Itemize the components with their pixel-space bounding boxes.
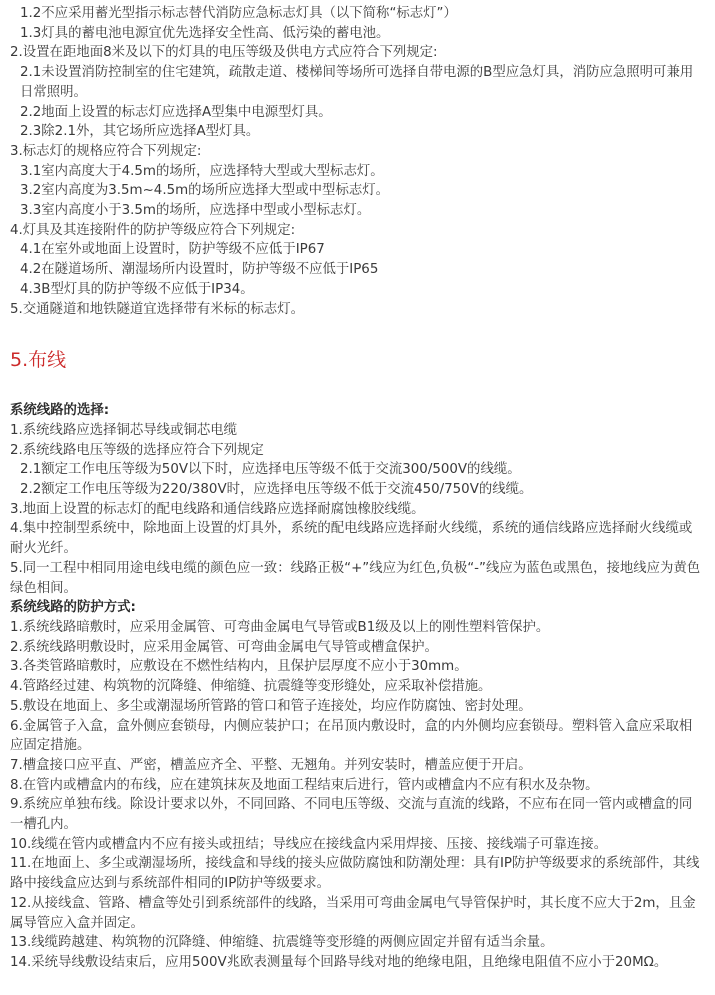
list-item: 7.槽盒接口应平直、严密，槽盖应齐全、平整、无翘角。并列安装时，槽盖应便于开启。 [10,757,532,773]
list-item: 4.1在室外或地面上设置时，防护等级不应低于IP67 [20,242,325,258]
list-item: 4.管路经过建、构筑物的沉降缝、伸缩缝、抗震缝等变形缝处，应采取补偿措施。 [10,679,492,695]
list-item: 1.系统线路暗敷时，应采用金属管、可弯曲金属电气导管或B1级及以上的刚性塑料管保护。 [10,619,550,635]
list-item: 3.标志灯的规格应符合下列规定: [10,143,202,159]
list-item: 4.2在隧道场所、潮湿场所内设置时，防护等级不应低于IP65 [20,262,379,278]
list-item: 2.设置在距地面8米及以下的灯具的电压等级及供电方式应符合下列规定: [10,45,438,61]
list-item: 4.3B型灯具的防护等级不应低于IP34。 [20,281,254,297]
list-item: 5.同一工程中相同用途电线电缆的颜色应一致：线路正极“+”线应为红色,负极“-”线应为蓝色或黑色，接地线应为黄色绿色相间。 [10,560,701,596]
list-item: 4.集中控制型系统中，除地面上设置的灯具外，系统的配电线路应选择耐火线缆，系统的通信线路应选择耐火线缆或耐火光纤。 [10,521,693,557]
protection-block [10,598,705,972]
top-list [10,4,705,319]
list-item: 3.1室内高度大于4.5m的场所，应选择特大型或大型标志灯。 [20,163,384,179]
list-item: 1.2不应采用蓄光型指示标志替代消防应急标志灯具（以下简称“标志灯”） [20,6,457,21]
list-item: 1.系统线路应选择铜芯导线或铜芯电缆 [10,422,238,438]
list-item: 2.1未设置消防控制室的住宅建筑，疏散走道、楼梯间等场所可选择自带电源的B型应急灯具，消防应急照明可兼用日常照明。 [20,65,694,100]
list-item: 11.在地面上、多尘或潮湿场所，接线盒和导线的接头应做防腐蚀和防潮处理：具有IP防护等级要求的系统部件，其线路中接线盒应达到与系统部件相同的IP防护等级要求。 [10,856,700,892]
list-item: 6.金属管子入盒，盒外侧应套锁母，内侧应装护口；在吊顶内敷设时，盒的内外侧均应套锁母。塑料管入盒应采取相应固定措施。 [10,718,693,754]
list-item: 3.各类管路暗敷时，应敷设在不燃性结构内，且保护层厚度不应小于30mm。 [10,659,468,675]
list-item: 4.灯具及其连接附件的防护等级应符合下列规定: [10,222,296,238]
list-item: 2.系统线路明敷设时，应采用金属管、可弯曲金属电气导管或槽盒保护。 [10,639,438,655]
list-item: 2.2地面上设置的标志灯应选择A型集中电源型灯具。 [20,104,332,120]
list-item: 3.地面上设置的标志灯的配电线路和通信线路应选择耐腐蚀橡胶线缆。 [10,501,425,517]
list-item: 3.3室内高度小于3.5m的场所，应选择中型或小型标志灯。 [20,203,371,219]
list-item: 2.1额定工作电压等级为50V以下时，应选择电压等级不低于交流300/500V的线缆。 [20,462,521,478]
selection-heading: 系统线路的选择: [10,403,110,419]
list-item: 14.采统导线敷设结束后，应用500V兆欧表测量每个回路导线对地的绝缘电阻，且绝缘电阻值不应小于20MΩ。 [10,954,668,970]
list-item: 12.从接线盒、管路、槽盒等处引到系统部件的线路，当采用可弯曲金属电气导管保护时，其长度不应大于2m，且金属导管应入盒并固定。 [10,895,696,931]
list-item: 2.3除2.1外，其它场所应选择A型灯具。 [20,124,260,140]
list-item: 8.在管内或槽盒内的布线，应在建筑抹灰及地面工程结束后进行，管内或槽盒内不应有积水及杂物。 [10,777,599,793]
list-item: 3.2室内高度为3.5m~4.5m的场所应选择大型或中型标志灯。 [20,183,390,199]
list-item: 10.线缆在管内或槽盒内不应有接头或扭结；导线应在接线盒内采用焊接、压接、接线端子可靠连接。 [10,836,608,852]
list-item: 5.交通隧道和地铁隧道宜选择带有米标的标志灯。 [10,301,304,317]
list-item: 1.3灯具的蓄电池电源宜优先选择安全性高、低污染的蓄电池。 [20,25,390,41]
list-item: 5.敷设在地面上、多尘或潮湿场所管路的管口和管子连接处，均应作防腐蚀、密封处理。 [10,698,532,714]
list-item: 13.线缆跨越建、构筑物的沉降缝、伸缩缝、抗震缝等变形缝的两侧应固定并留有适当余量。 [10,935,554,951]
list-item: 2.2额定工作电压等级为220/380V时，应选择电压等级不低于交流450/750V的线缆。 [20,482,533,498]
list-item: 2.系统线路电压等级的选择应符合下列规定 [10,442,264,458]
section-title: 5.布线 [10,349,67,372]
protection-heading: 系统线路的防护方式: [10,600,136,616]
selection-block [10,401,705,598]
list-item: 9.系统应单独布线。除设计要求以外，不同回路、不同电压等级、交流与直流的线路，不应布在同一管内或槽盒的同一槽孔内。 [10,797,693,833]
